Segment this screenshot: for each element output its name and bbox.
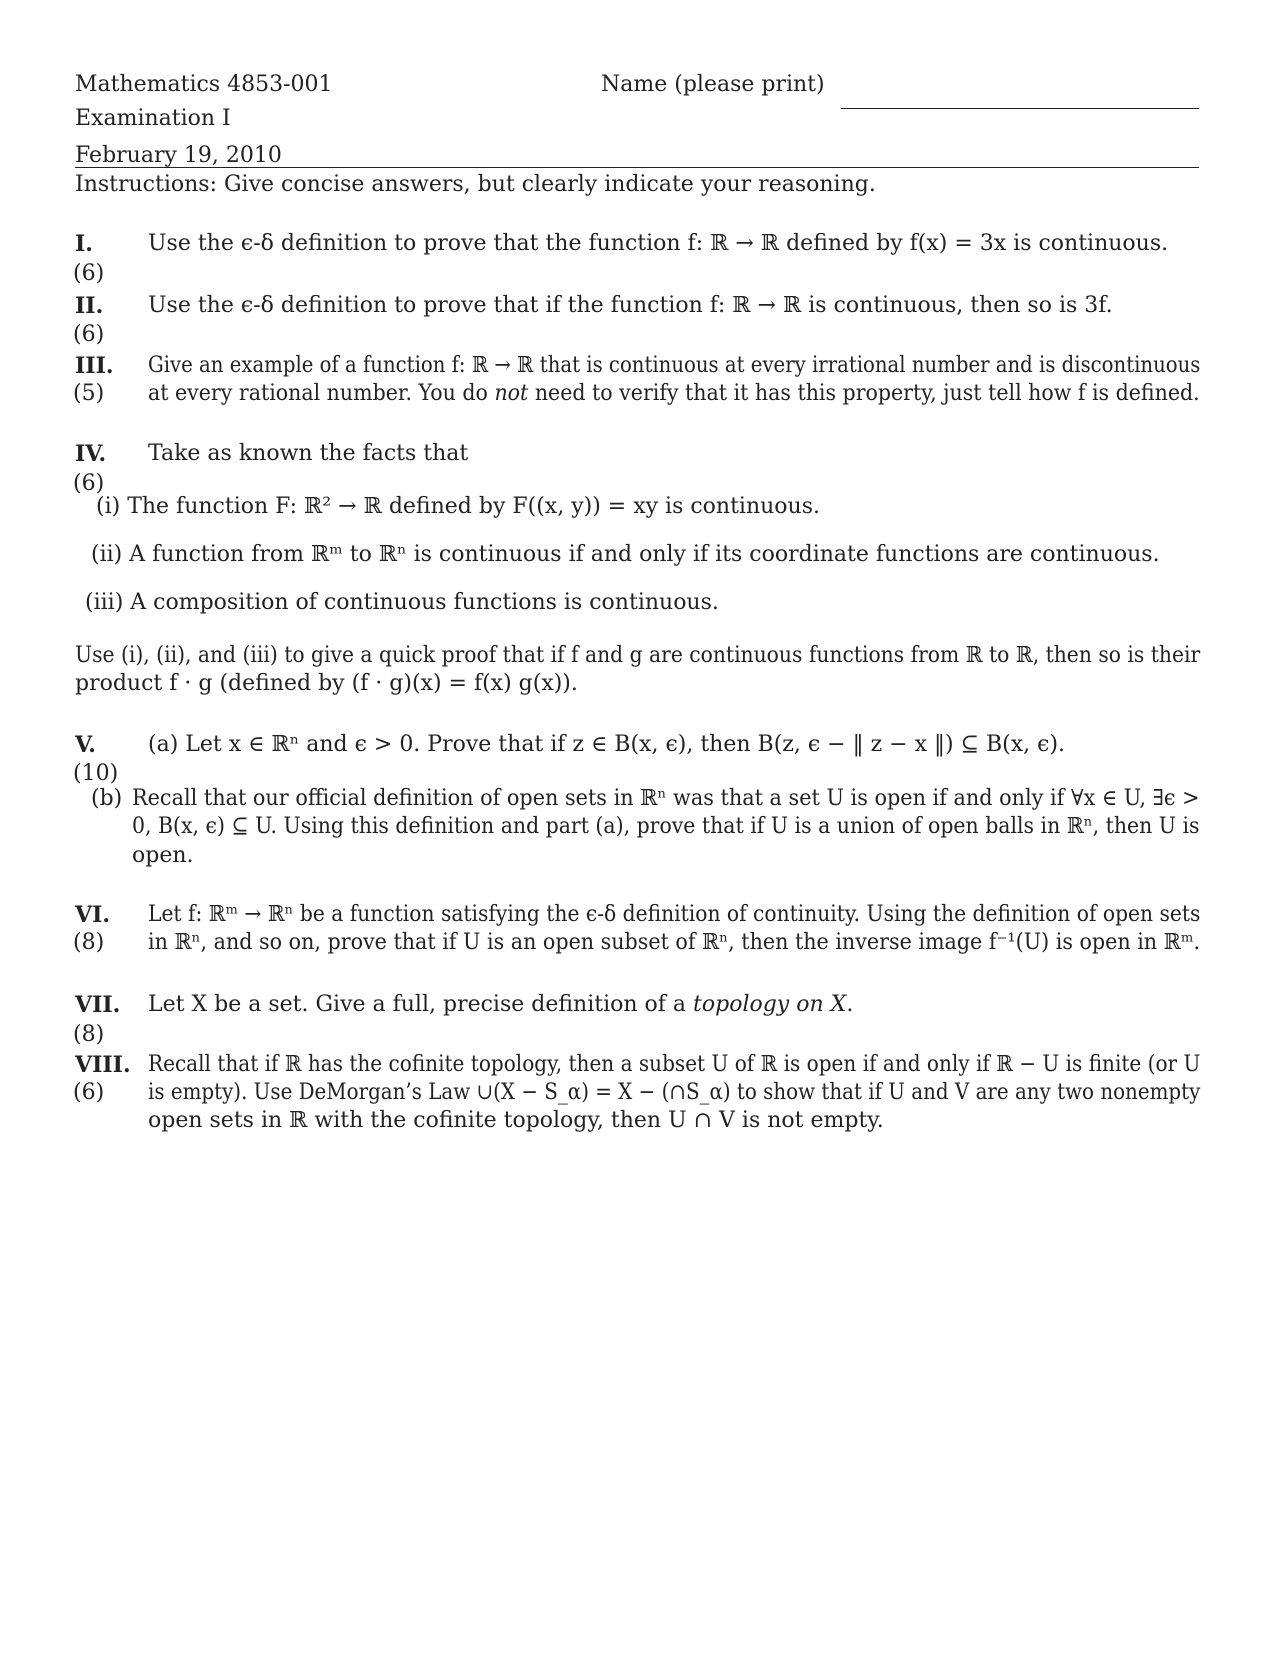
fact-ii: (ii) A function from ℝᵐ to ℝⁿ is continuous if and only if its coordinate functions are continuous. — [91, 542, 1160, 567]
part-b-line: Recall that our official definition of open sets in ℝⁿ was that a set U is open if and only if ∀x ∈ U, ∃ϵ > — [132, 786, 1200, 811]
fact-i: (i) The function F: ℝ² → ℝ defined by F((x, y)) = xy is continuous. — [96, 494, 821, 519]
problem-text-line — [148, 381, 1200, 406]
instructions: Instructions: Give concise answers, but clearly indicate your reasoning. — [75, 172, 876, 197]
problem-text: Use the ϵ-δ definition to prove that the function f: ℝ → ℝ defined by f(x) = 3x is continuous. — [148, 231, 1169, 256]
exam-date: February 19, 2010 — [75, 143, 282, 168]
problem-text — [148, 992, 853, 1017]
text-segment: Let X be a set. Give a full, precise definition of a — [148, 992, 694, 1017]
part-b-line: 0, B(x, ϵ) ⊆ U. Using this definition and part (a), prove that if U is a union of open balls in ℝⁿ, then U is — [132, 814, 1200, 839]
problem-text-line: Recall that if ℝ has the cofinite topology, then a subset U of ℝ is open if and only if ℝ − U is finite (or U — [148, 1052, 1201, 1077]
problem-text-line: open sets in ℝ with the cofinite topology, then U ∩ V is not empty. — [148, 1108, 884, 1133]
course-title: Mathematics 4853-001 — [75, 72, 333, 97]
name-label: Name (please print) — [601, 72, 825, 97]
name-input-line[interactable] — [841, 108, 1199, 109]
problem-number: VIII. — [75, 1052, 131, 1078]
problem-points: (10) — [73, 761, 119, 786]
problem-points: (8) — [73, 1022, 105, 1047]
problem-number: I. — [75, 231, 93, 257]
problem-text-line: is empty). Use DeMorgan’s Law ∪(X − S_α) = X − (∩S_α) to show that if U and V are any two nonempty — [148, 1080, 1201, 1105]
problem-number: III. — [75, 353, 114, 379]
problem-text: Use the ϵ-δ definition to prove that if the function f: ℝ → ℝ is continuous, then so is 3f. — [148, 293, 1113, 318]
problem-text-line: product f · g (defined by (f · g)(x) = f(x) g(x)). — [75, 671, 578, 696]
fact-iii: (iii) A composition of continuous functions is continuous. — [85, 590, 719, 615]
header-divider — [75, 167, 1199, 168]
text-segment: need to verify that it has this property, just tell how f is defined. — [528, 381, 1200, 406]
problem-points: (6) — [73, 322, 105, 347]
problem-points: (6) — [73, 261, 105, 286]
emphasis-text: topology on X — [693, 992, 847, 1017]
problem-text-line: in ℝⁿ, and so on, prove that if U is an open subset of ℝⁿ, then the inverse image f⁻¹(U) is open in ℝᵐ. — [148, 930, 1201, 955]
problem-number: VII. — [75, 992, 121, 1018]
problem-text-line: Let f: ℝᵐ → ℝⁿ be a function satisfying the ϵ-δ definition of continuity. Using the definition of open sets — [148, 902, 1201, 927]
problem-text-line: Give an example of a function f: ℝ → ℝ that is continuous at every irrational number and is discontinuous — [148, 353, 1201, 378]
problem-points: (5) — [73, 381, 105, 406]
problem-points: (6) — [73, 1080, 105, 1105]
problem-points: (8) — [73, 930, 105, 955]
problem-points: (6) — [73, 471, 105, 496]
part-b-line: open. — [132, 843, 194, 868]
text-segment: . — [846, 992, 854, 1017]
problem-number: II. — [75, 293, 104, 319]
part-a: (a) Let x ∈ ℝⁿ and ϵ > 0. Prove that if z ∈ B(x, ϵ), then B(z, ϵ − ‖ z − x ‖) ⊆ B(x, ϵ). — [148, 732, 1066, 757]
problem-number: V. — [75, 732, 96, 758]
part-b-label: (b) — [91, 786, 123, 811]
problem-intro: Take as known the facts that — [148, 441, 469, 466]
problem-number: IV. — [75, 441, 107, 467]
problem-number: VI. — [75, 902, 111, 928]
exam-title: Examination I — [75, 106, 231, 131]
emphasis-text: not — [494, 381, 529, 406]
problem-text-line: Use (i), (ii), and (iii) to give a quick proof that if f and g are continuous functions from ℝ to ℝ, then so is their — [75, 643, 1201, 668]
text-segment: at every rational number. You do — [148, 381, 495, 406]
